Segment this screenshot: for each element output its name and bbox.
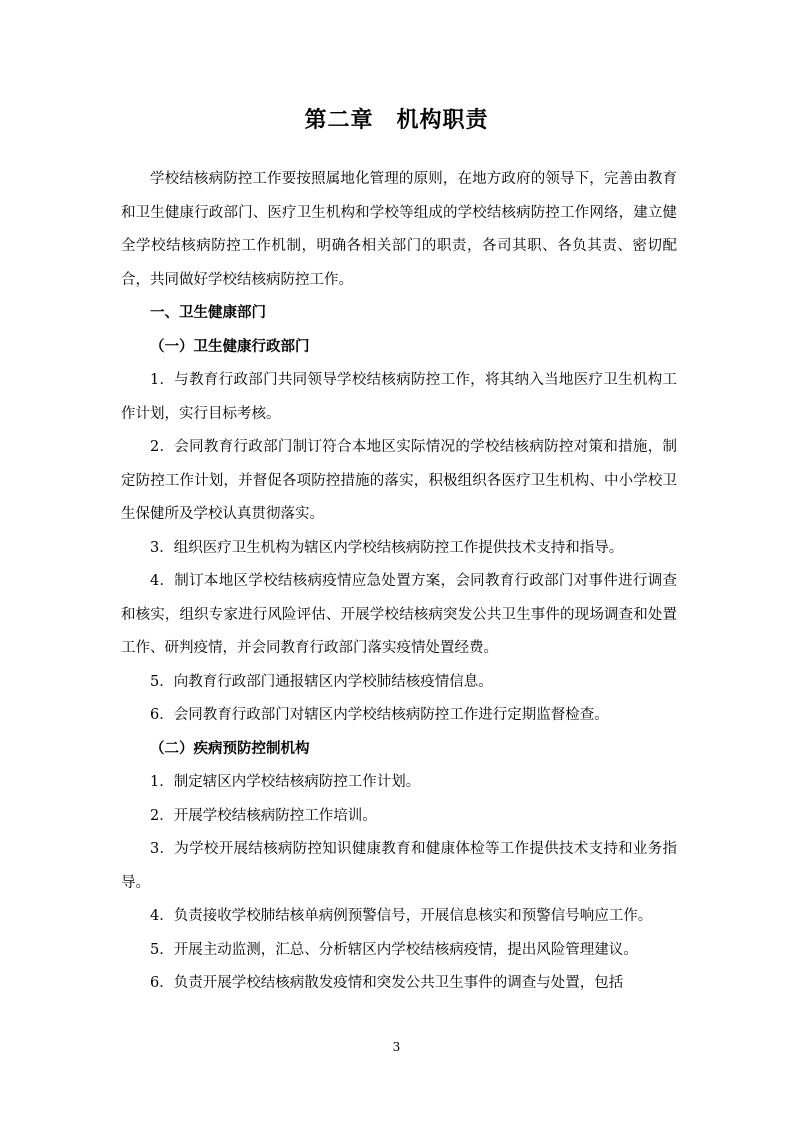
list-item: 2．开展学校结核病防控工作培训。 (150, 807, 377, 824)
list-item: 5．开展主动监测，汇总、分析辖区内学校结核病疫情，提出风险管理建议。 (150, 941, 638, 958)
list-item: 1．与教育行政部门共同领导学校结核病防控工作，将其纳入当地医疗卫生机构工作计划，实行目标考核。 (121, 372, 677, 422)
section-heading-health-departments: 一、卫生健康部门 (150, 305, 266, 321)
list-item: 2．会同教育行政部门制订符合本地区实际情况的学校结核病防控对策和措施，制定防控工作计划，并督促各项防控措施的落实，积极组织各医疗卫生机构、中小学校卫生保健所及学校认真贯彻落实。 (121, 439, 677, 522)
subsection-heading-health-administration: （一）卫生健康行政部门 (150, 338, 310, 355)
page-number: 3 (392, 1040, 401, 1054)
list-item: 6．负责开展学校结核病散发疫情和突发公共卫生事件的调查与处置，包括 (150, 975, 624, 991)
list-item: 5．向教育行政部门通报辖区内学校肺结核疫情信息。 (150, 673, 493, 690)
list-item: 3．为学校开展结核病防控知识健康教育和健康体检等工作提供技术支持和业务指导。 (121, 841, 677, 891)
document-body (121, 163, 677, 1001)
list-item: 1．制定辖区内学校结核病防控工作计划。 (150, 774, 421, 790)
chapter-title: 第二章 机构职责 (304, 108, 489, 133)
list-item: 4．制订本地区学校结核病疫情应急处置方案，会同教育行政部门对事件进行调查和核实，组织专家进行风险评估、开展学校结核病突发公共卫生事件的现场调查和处置工作、研判疫情，并会同教育行政部门落实疫情处置经费。 (121, 573, 677, 656)
intro-paragraph: 学校结核病防控工作要按照属地化管理的原则，在地方政府的领导下，完善由教育和卫生健康行政部门、医疗卫生机构和学校等组成的学校结核病防控工作网络，建立健全学校结核病防控工作机制，明确各相关部门的职责，各司其职、各负其责、密切配合，共同做好学校结核病防控工作。 (121, 171, 677, 288)
list-item: 4．负责接收学校肺结核单病例预警信号，开展信息核实和预警信号响应工作。 (150, 908, 653, 924)
list-item: 6．会同教育行政部门对辖区内学校结核病防控工作进行定期监督检查。 (150, 707, 609, 723)
list-item: 3．组织医疗卫生机构为辖区内学校结核病防控工作提供技术支持和指导。 (150, 539, 624, 556)
subsection-heading-disease-control: （二）疾病预防控制机构 (150, 740, 310, 757)
